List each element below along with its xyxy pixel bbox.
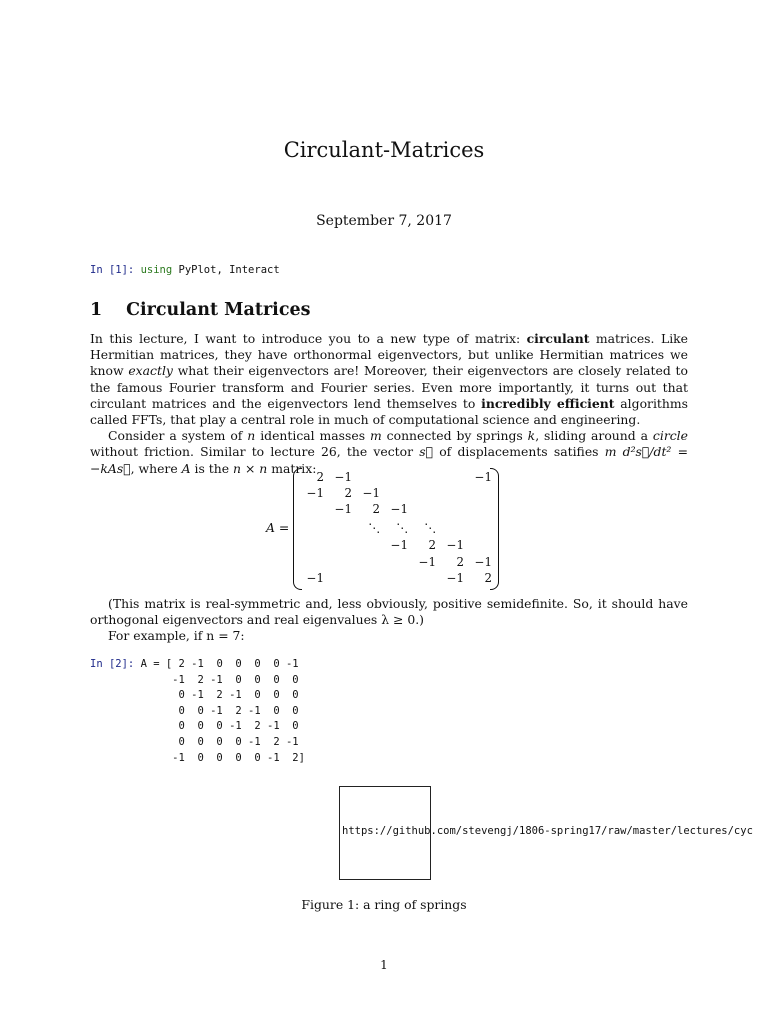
text-run: matrix: — [267, 460, 317, 476]
matrix-cell: 2 — [456, 555, 464, 569]
math-m: m — [370, 428, 382, 444]
matrix-cell: −1 — [446, 571, 464, 585]
text-run: identical masses — [255, 428, 371, 444]
page-number: 1 — [380, 958, 388, 972]
paragraph-intro — [90, 331, 688, 477]
text-run: , where — [130, 460, 182, 476]
matrix-cell: −1 — [474, 470, 492, 484]
matrix-cell: −1 — [390, 538, 408, 552]
italic-term-circle: circle — [652, 428, 688, 444]
matrix-cell: −1 — [306, 486, 324, 500]
section-number: 1 — [90, 300, 103, 320]
document-date: September 7, 2017 — [316, 213, 452, 229]
code-keyword: using — [140, 264, 173, 276]
code-cell-1 — [90, 264, 280, 276]
matrix-label: A = — [266, 520, 290, 535]
paragraph-note — [90, 596, 688, 645]
matrix-cell: −1 — [446, 538, 464, 552]
example-text: For example, if n = 7: — [108, 628, 245, 644]
math-A: A — [181, 460, 191, 476]
document-title: Circulant-Matrices — [283, 138, 485, 162]
code-text: PyPlot, Interact — [172, 264, 280, 276]
text-run: matrices. Like Hermitian matrices, they have orthonormal eigenvectors, but unlike Hermitian matrices we know — [90, 331, 688, 379]
text-run: what their eigenvectors are! Moreover, their eigenvectors are closely related to the famous Fourier transform and Fourier series. Even more importantly, it turns out that circulant matrices and the eigenvectors lend themselves to — [90, 363, 688, 411]
bold-term-circulant: circulant — [526, 331, 590, 346]
text-run: connected by springs — [381, 428, 528, 444]
bold-term-efficient: incredibly efficient — [481, 395, 615, 411]
text-run: is the — [190, 460, 234, 476]
matrix-cell: 2 — [316, 470, 324, 484]
note-text: (This matrix is real-symmetric and, less obviously, positive semidefinite. So, it should have orthogonal eigenvectors and real eigenvalues λ ≥ 0.) — [90, 596, 688, 628]
matrix-cell: ⋱ — [396, 521, 408, 535]
cell-prompt: In [1]: — [90, 264, 135, 276]
code-block: A = [ 2 -1 0 0 0 0 -1 -1 2 -1 0 0 0 0 0 -1 2 -1 0 0 0 0 0 -1 2 -1 0 0 0 0 0 -1 2 -1 0 0 0 0 0 -1 2 -1 -1 0 0 0 0 -1 2] — [140, 658, 305, 764]
left-bracket — [293, 468, 302, 590]
matrix-cell: −1 — [390, 502, 408, 516]
math-k: k — [527, 428, 536, 444]
cell-prompt: In [2]: — [90, 658, 135, 670]
text-run: , sliding around a — [535, 428, 653, 444]
text-run: without friction. Similar to lecture 26, the vector — [90, 444, 420, 460]
figure-caption: Figure 1: a ring of springs — [301, 897, 467, 912]
math-equation: m d²s⃗/dt² = −kAs⃗ — [90, 444, 688, 476]
matrix-cell: −1 — [306, 571, 324, 585]
matrix-cell: −1 — [334, 470, 352, 484]
math-s: s⃗ — [419, 444, 434, 460]
matrix-cell: ⋱ — [424, 521, 436, 535]
matrix-cell: 2 — [428, 538, 436, 552]
matrix-cell: 2 — [484, 571, 492, 585]
matrix-cell: −1 — [334, 502, 352, 516]
section-title: Circulant Matrices — [126, 300, 311, 320]
matrix-cell: −1 — [362, 486, 380, 500]
figure-url: https://github.com/stevengj/1806-spring17/raw/master/lectures/cyc — [342, 825, 753, 837]
italic-term-exactly: exactly — [128, 363, 173, 379]
text-run: algorithms called FFTs, that play a central role in much of computational science and engineering. — [90, 395, 688, 428]
matrix-cell: 2 — [372, 502, 380, 516]
text-run: Consider a system of — [108, 428, 248, 444]
matrix-cell: −1 — [418, 555, 436, 569]
right-bracket — [490, 468, 499, 590]
math-nxn: n × n — [233, 460, 268, 476]
text-run: of displacements satifies — [433, 444, 605, 460]
math-n: n — [247, 428, 256, 444]
matrix-cell: 2 — [344, 486, 352, 500]
text-run: In this lecture, I want to introduce you to a new type of matrix: — [90, 331, 527, 346]
matrix-cell: −1 — [474, 555, 492, 569]
matrix-cell: ⋱ — [368, 521, 380, 535]
section-heading — [90, 300, 310, 320]
matrix-A — [266, 468, 506, 590]
code-cell-2 — [90, 657, 305, 766]
